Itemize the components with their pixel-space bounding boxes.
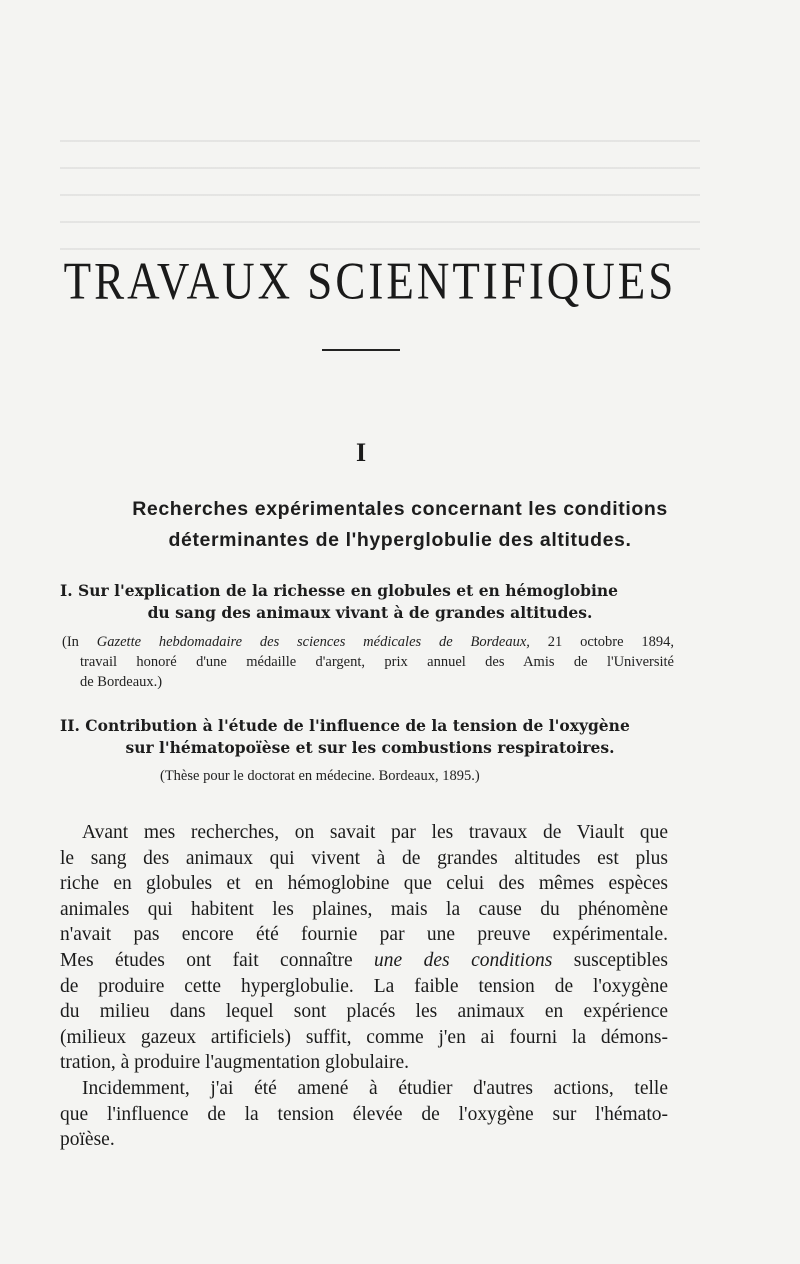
body-line: riche en globules et en hémoglobine que celui des mêmes espèces xyxy=(60,873,668,895)
work-title-line: sur l'hématopoïèse et sur les combustions respiratoires. xyxy=(125,738,615,757)
body-paragraphs xyxy=(60,820,668,1153)
body-text: Mes études ont fait connaître xyxy=(60,949,375,971)
section-heading-line: déterminantes de l'hyperglobulie des altitudes. xyxy=(168,529,632,551)
section-heading-line: Recherches expérimentales concernant les conditions xyxy=(132,498,668,520)
citation-text: (In xyxy=(62,634,97,650)
body-line: de produire cette hyperglobulie. La faible tension de l'oxygène xyxy=(60,975,668,997)
body-line: Avant mes recherches, on savait par les travaux de Viault que xyxy=(82,822,668,843)
title-divider xyxy=(322,349,400,351)
body-line: (milieux gazeux artificiels) suffit, comme j'en ai fourni la démons- xyxy=(60,1026,668,1048)
work-title-line: I. Sur l'explication de la richesse en globules et en hémoglobine xyxy=(60,581,619,600)
work-citation-2: (Thèse pour le doctorat en médecine. Bordeaux, 1895.) xyxy=(160,768,480,784)
body-line: que l'influence de la tension élevée de l'oxygène sur l'hémato- xyxy=(60,1103,668,1125)
work-title-1 xyxy=(60,580,680,624)
body-line: animales qui habitent les plaines, mais la cause du phénomène xyxy=(60,898,668,920)
work-title-line: II. Contribution à l'étude de l'influence de la tension de l'oxygène xyxy=(60,716,630,735)
body-line: Incidemment, j'ai été amené à étudier d'autres actions, telle xyxy=(82,1077,668,1099)
body-text: susceptibles xyxy=(552,949,668,971)
body-line: du milieu dans lequel sont placés les animaux en expérience xyxy=(60,1001,668,1023)
work-title-line: du sang des animaux vivant à de grandes altitudes. xyxy=(147,603,593,622)
body-line: poïèse. xyxy=(60,1129,115,1151)
citation-line: travail honoré d'une médaille d'argent, prix annuel des Amis de l'Université xyxy=(80,654,674,670)
emphasis-text: une des conditions xyxy=(374,949,553,971)
page-title: TRAVAUX SCIENTIFIQUES xyxy=(63,251,677,311)
journal-name: Gazette hebdomadaire des sciences médicales de Bordeaux, xyxy=(96,634,530,650)
body-line xyxy=(60,948,668,974)
citation-line: de Bordeaux.) xyxy=(80,674,163,690)
body-line: tration, à produire l'augmentation globulaire. xyxy=(60,1052,409,1074)
work-title-2 xyxy=(60,715,680,759)
body-line: le sang des animaux qui vivent à de grandes altitudes est plus xyxy=(60,847,668,869)
citation-date: 21 octobre 1894, xyxy=(529,634,674,650)
section-numeral: I xyxy=(355,438,367,467)
section-heading xyxy=(70,494,730,556)
work-citation-1 xyxy=(62,632,674,692)
show-through-text xyxy=(60,120,700,260)
citation-line xyxy=(62,632,674,652)
body-line: n'avait pas encore été fournie par une preuve expérimentale. xyxy=(60,924,668,946)
